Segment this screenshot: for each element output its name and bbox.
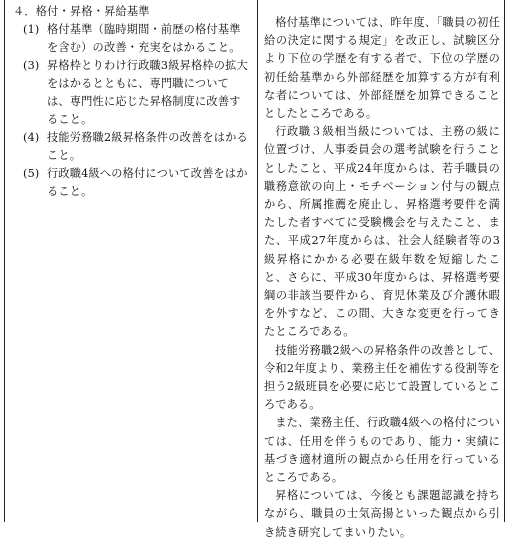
- request-item-1: [13, 21, 251, 57]
- request-item-number: (4): [23, 131, 40, 144]
- section-heading: ４．格付・昇格・昇給基準: [13, 5, 150, 18]
- request-item-5: [13, 165, 251, 201]
- request-item-text: 昇格枠とりわけ行政職3級昇格枠の拡大をはかるとともに、専門職については、専門性に応じた昇格制度に改善すること。: [47, 59, 248, 126]
- response-column: [264, 14, 500, 542]
- document-sheet: [4, 0, 505, 539]
- column-divider: [257, 0, 258, 522]
- request-item-text: 格付基準（臨時期間・前歴の格付基準を含む）の改善・充実をはかること。: [47, 23, 241, 54]
- response-paragraph-5: 昇格については、今後とも課題認識を持ちながら、職員の士気高揚といった観点から引き続き研究してまいりたい。: [264, 489, 500, 539]
- request-item-3: [13, 57, 251, 129]
- response-paragraph-2: 行政職３級相当級については、主務の級に位置づけ、人事委員会の選考試験を行うこととしたこと、平成24年度からは、若手職員の職務意欲の向上・モチベーション付与の観点から、所属推薦を廃止し、昇格選考要件を満たした者すべてに受験機会を与えたこと、また、平成27年度からは、社会人経験者等の3級昇格にかかる必要在級年数を短縮したこと、さらに、平成30年度からは、昇格選考要綱の非該当要件から、育児休業及び介護休暇を外すなど、この間、大きな変更を行ってきたところである。: [264, 125, 500, 339]
- response-paragraph-4: また、業務主任、行政職4級への格付については、任用を伴うものであり、能力・実績に基づき適材適所の観点から任用を行っているところである。: [264, 416, 500, 485]
- request-item-text: 技能労務職2級昇格条件の改善をはかること。: [47, 131, 248, 162]
- request-column: [13, 3, 251, 201]
- response-paragraph-1: 格付基準については、昨年度、「職員の初任給の決定に関する規定」を改正し、試験区分より下位の学歴を有する者で、下位の学歴の初任給基準から外部経歴を加算する方が有利な者については、外部経歴を加算できることとしたところである。: [264, 16, 500, 121]
- request-item-number: (5): [23, 167, 40, 180]
- request-item-number: (3): [23, 59, 40, 72]
- request-item-4: [13, 129, 251, 165]
- request-item-number: (1): [23, 23, 40, 36]
- request-item-text: 行政職4級への格付について改善をはかること。: [47, 167, 248, 198]
- response-paragraph-3: 技能労務職2級への昇格条件の改善として、令和2年度より、業務主任を補佐する役割等を担う2級班員を必要に応じて設置しているところである。: [264, 343, 500, 412]
